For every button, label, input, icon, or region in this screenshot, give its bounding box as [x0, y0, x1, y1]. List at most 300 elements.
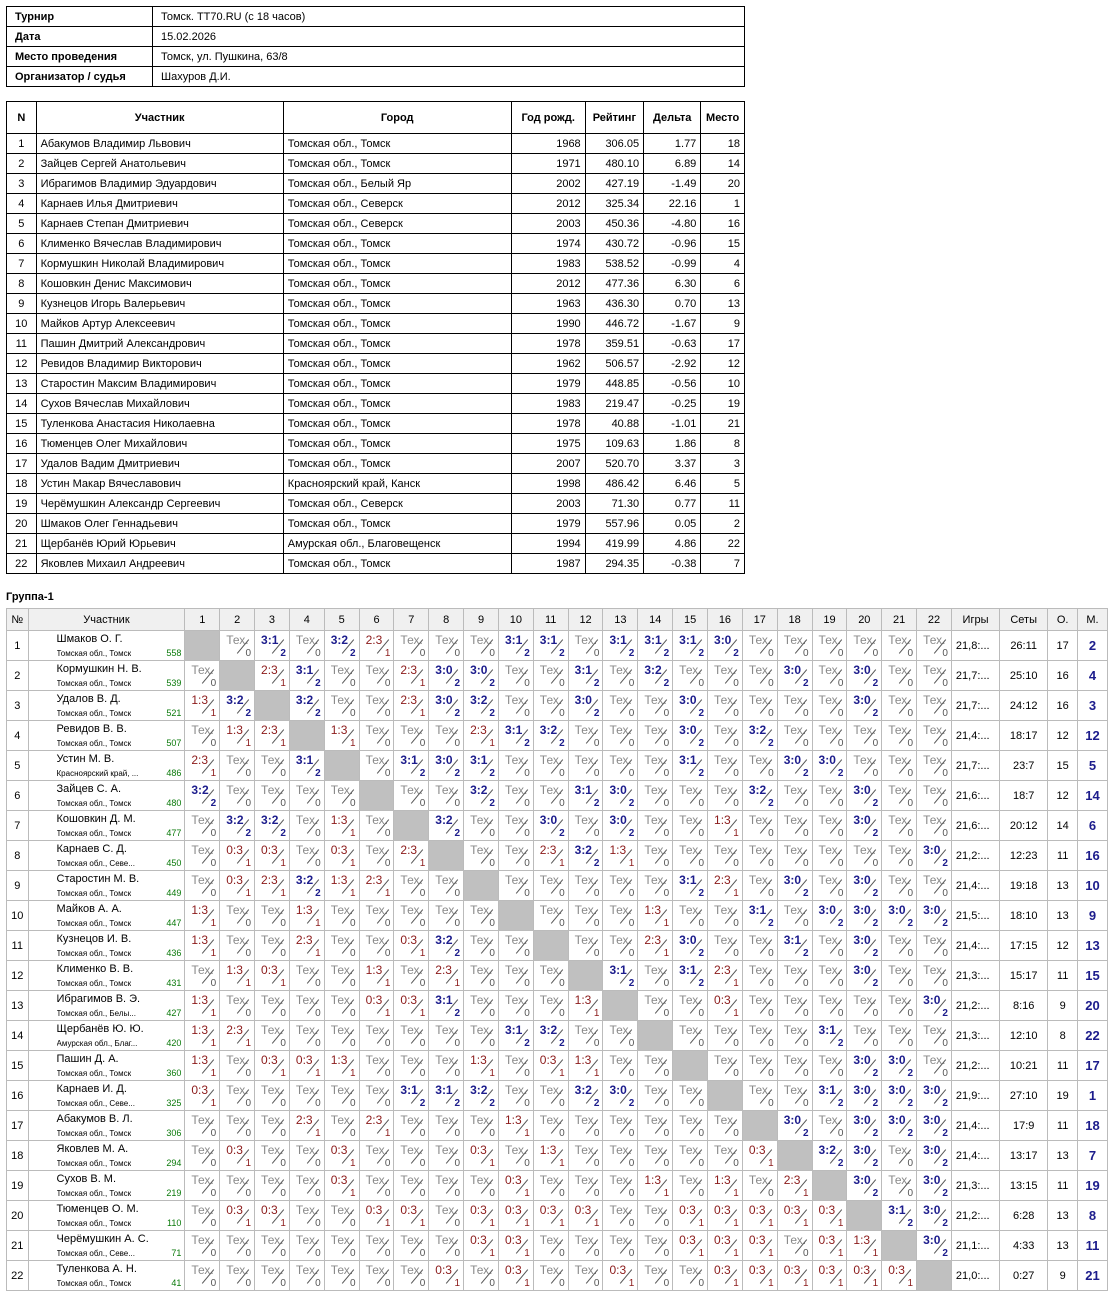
player-rating: 558 — [166, 648, 182, 658]
match-points: 0 — [872, 738, 879, 749]
match-points: 0 — [559, 918, 565, 929]
match-points: 0 — [872, 648, 879, 659]
match-result-cell — [220, 781, 255, 811]
match-points: 0 — [768, 1068, 774, 1079]
group-player-row — [7, 1231, 1108, 1261]
match-result-cell — [638, 841, 673, 871]
match-score: 0:3 — [748, 1143, 766, 1157]
match-result-cell — [255, 991, 290, 1021]
match-result-cell — [847, 931, 882, 961]
match-result-cell — [498, 1261, 533, 1291]
player-points: 12 — [1048, 721, 1078, 751]
match-points: 0 — [454, 1038, 461, 1049]
match-score: 1:3 — [191, 993, 209, 1007]
group-title: Группа-1 — [6, 591, 54, 603]
participant-cell: 16 — [7, 434, 37, 454]
match-score: 0:3 — [226, 843, 243, 857]
match-result-cell — [742, 1081, 777, 1111]
player-sets: 20:12 — [1000, 811, 1048, 841]
player-cell — [28, 1201, 185, 1231]
match-score: Тех. — [923, 753, 946, 767]
match-score: 3:2 — [191, 783, 209, 797]
player-cell — [28, 1051, 185, 1081]
match-result-cell — [917, 811, 952, 841]
match-result-cell — [533, 1081, 568, 1111]
match-result-cell — [917, 841, 952, 871]
match-result-cell — [359, 811, 394, 841]
participant-cell: 3.37 — [644, 454, 701, 474]
player-name: Ревидов В. В. — [56, 723, 127, 735]
match-points: 0 — [942, 648, 948, 659]
match-result-cell — [847, 721, 882, 751]
match-result-cell — [394, 931, 429, 961]
participant-cell: 506.57 — [585, 354, 643, 374]
match-result-cell — [464, 781, 499, 811]
match-result-cell — [324, 1261, 359, 1291]
match-result-cell — [429, 631, 464, 661]
match-score: Тех. — [783, 903, 807, 917]
match-points: 2 — [698, 768, 705, 779]
match-result-cell — [673, 1021, 708, 1051]
participant-cell: 8 — [701, 434, 745, 454]
participant-cell: 219.47 — [585, 394, 643, 414]
match-score: 3:1 — [679, 753, 697, 767]
match-score: 1:3 — [226, 963, 243, 977]
player-rating: 110 — [167, 1218, 182, 1228]
match-score: Тех. — [226, 1053, 249, 1067]
match-points: 1 — [210, 768, 217, 779]
participant-cell: Удалов Вадим Дмитриевич — [36, 454, 283, 474]
match-points: 0 — [245, 648, 252, 659]
match-result-cell — [812, 1141, 847, 1171]
match-result-cell — [882, 991, 917, 1021]
match-result-cell — [603, 631, 638, 661]
match-score: Тех. — [191, 1233, 214, 1247]
match-points: 0 — [559, 1248, 565, 1259]
match-score: Тех. — [748, 1083, 772, 1097]
match-points: 0 — [350, 1128, 356, 1139]
participant-cell: 1978 — [511, 334, 585, 354]
participant-cell: 1975 — [511, 434, 585, 454]
participant-cell: Клименко Вячеслав Владимирович — [36, 234, 283, 254]
match-result-cell — [464, 1231, 499, 1261]
match-points: 1 — [350, 888, 356, 899]
match-result-cell — [882, 781, 917, 811]
match-points: 0 — [315, 1278, 321, 1289]
match-result-cell — [673, 811, 708, 841]
grid-header-opponent: 6 — [359, 609, 394, 631]
match-result-cell — [568, 1051, 603, 1081]
match-result-cell — [568, 811, 603, 841]
participant-row — [7, 134, 745, 154]
match-score: 1:3 — [470, 1053, 487, 1067]
match-result-cell — [289, 691, 324, 721]
match-score: 1:3 — [853, 1233, 871, 1247]
match-score: Тех. — [679, 663, 702, 677]
match-result-cell — [708, 871, 743, 901]
match-result-cell — [638, 1051, 673, 1081]
match-score: 1:3 — [539, 1143, 557, 1157]
participant-cell: Туленкова Анастасия Николаевна — [36, 414, 283, 434]
match-score: 0:3 — [504, 1203, 522, 1217]
participant-cell: 11 — [701, 494, 745, 514]
match-score: Тех. — [330, 903, 354, 917]
match-score: Тех. — [400, 1113, 423, 1127]
match-score: Тех. — [644, 693, 667, 707]
match-points: 2 — [872, 978, 879, 989]
match-points: 0 — [489, 858, 495, 869]
match-result-cell — [847, 811, 882, 841]
match-score: 2:3 — [295, 1113, 313, 1127]
participant-cell: Томская обл., Томск — [283, 374, 511, 394]
participant-row — [7, 174, 745, 194]
match-result-cell — [185, 631, 220, 661]
match-points: 1 — [384, 1128, 391, 1139]
match-result-cell — [359, 1261, 394, 1291]
participant-cell: 0.05 — [644, 514, 701, 534]
match-score: Тех. — [539, 663, 563, 677]
match-score: Тех. — [923, 693, 946, 707]
participant-cell: 12 — [701, 354, 745, 374]
match-result-cell — [847, 691, 882, 721]
match-result-cell — [603, 931, 638, 961]
participant-cell: Томская обл., Северск — [283, 194, 511, 214]
match-points: 2 — [872, 708, 879, 719]
match-result-cell — [812, 991, 847, 1021]
match-result-cell — [394, 871, 429, 901]
match-result-cell — [185, 991, 220, 1021]
participants-column-header: Участник — [36, 102, 283, 134]
player-games: 21,4:... — [951, 1141, 999, 1171]
match-result-cell — [568, 631, 603, 661]
match-score: Тех. — [295, 1203, 319, 1217]
match-points: 1 — [419, 948, 426, 959]
match-score: 1:3 — [191, 903, 209, 917]
match-result-cell — [220, 1261, 255, 1291]
match-points: 2 — [872, 798, 879, 809]
match-result-cell — [533, 1021, 568, 1051]
match-points: 0 — [245, 768, 252, 779]
match-result-cell — [359, 751, 394, 781]
participant-cell: 18 — [7, 474, 37, 494]
player-place: 6 — [1077, 811, 1107, 841]
player-name: Кошовкин Д. М. — [56, 813, 136, 825]
match-result-cell — [464, 691, 499, 721]
match-score: Тех. — [818, 693, 841, 707]
player-name: Карнаев С. Д. — [56, 843, 127, 855]
match-result-cell — [498, 1231, 533, 1261]
match-points: 0 — [733, 1068, 739, 1079]
match-points: 1 — [280, 1218, 286, 1229]
match-points: 0 — [489, 978, 495, 989]
match-points: 1 — [419, 1008, 426, 1019]
player-number: 22 — [7, 1261, 29, 1291]
match-result-cell — [882, 721, 917, 751]
match-score: 3:1 — [609, 633, 627, 647]
match-result-cell — [289, 631, 324, 661]
match-points: 2 — [942, 1158, 948, 1169]
match-score: Тех. — [923, 1023, 946, 1037]
match-result-cell — [847, 961, 882, 991]
match-result-cell — [498, 631, 533, 661]
match-score: 2:3 — [714, 963, 731, 977]
match-points: 1 — [663, 948, 670, 959]
match-score: 2:3 — [365, 633, 383, 647]
participant-cell: -1.67 — [644, 314, 701, 334]
match-points: 1 — [663, 1188, 670, 1199]
match-result-cell — [603, 1201, 638, 1231]
player-number: 3 — [7, 691, 29, 721]
participant-cell: Старостин Максим Владимирович — [36, 374, 283, 394]
player-cell — [28, 841, 185, 871]
player-cell — [28, 691, 185, 721]
match-result-cell — [882, 1231, 917, 1261]
match-points: 0 — [245, 1008, 252, 1019]
player-cell — [28, 811, 185, 841]
match-points: 2 — [454, 708, 461, 719]
match-score: 1:3 — [574, 1053, 592, 1067]
match-score: Тех. — [435, 1143, 458, 1157]
match-points: 2 — [872, 1128, 879, 1139]
match-score: Тех. — [365, 1083, 388, 1097]
match-score: Тех. — [923, 633, 946, 647]
match-score: Тех. — [609, 1023, 632, 1037]
player-name: Ибрагимов В. Э. — [56, 993, 141, 1005]
participant-cell: 10 — [701, 374, 745, 394]
match-points: 0 — [454, 1128, 461, 1139]
match-score: 0:3 — [261, 1053, 278, 1067]
match-points: 0 — [384, 858, 391, 869]
player-sets: 4:33 — [1000, 1231, 1048, 1261]
match-result-cell — [394, 1261, 429, 1291]
match-score: Тех. — [191, 1143, 214, 1157]
match-score: Тех. — [191, 1113, 214, 1127]
participant-cell: 419.99 — [585, 534, 643, 554]
match-score: Тех. — [365, 933, 388, 947]
match-result-cell — [220, 1171, 255, 1201]
participant-cell: 3 — [701, 454, 745, 474]
player-rating: 480 — [166, 798, 182, 808]
player-points: 14 — [1048, 811, 1078, 841]
match-points: 1 — [280, 888, 286, 899]
player-rating: 521 — [166, 708, 182, 718]
group-player-row — [7, 691, 1108, 721]
match-points: 0 — [768, 948, 774, 959]
match-result-cell — [498, 1111, 533, 1141]
match-result-cell — [777, 661, 812, 691]
match-score: Тех. — [295, 783, 319, 797]
match-result-cell — [742, 1171, 777, 1201]
match-points: 0 — [489, 1128, 495, 1139]
match-score: Тех. — [435, 873, 458, 887]
participant-row — [7, 254, 745, 274]
match-result-cell — [498, 781, 533, 811]
match-result-cell — [185, 721, 220, 751]
match-result-cell — [429, 931, 464, 961]
match-points: 0 — [872, 858, 879, 869]
match-score: Тех. — [923, 663, 946, 677]
participants-table — [6, 101, 745, 574]
player-points: 11 — [1048, 841, 1078, 871]
match-score: Тех. — [574, 873, 598, 887]
match-result-cell — [359, 991, 394, 1021]
player-games: 21,7:... — [951, 691, 999, 721]
match-points: 0 — [419, 978, 426, 989]
match-result-cell — [289, 1261, 324, 1291]
match-points: 0 — [837, 888, 844, 899]
match-result-cell — [255, 1261, 290, 1291]
match-result-cell — [255, 1231, 290, 1261]
player-cell — [28, 661, 185, 691]
match-points: 0 — [628, 1158, 635, 1169]
match-result-cell — [777, 841, 812, 871]
match-score: Тех. — [191, 663, 214, 677]
match-points: 2 — [837, 918, 844, 929]
player-points: 16 — [1048, 661, 1078, 691]
player-name: Шмаков О. Г. — [56, 633, 123, 645]
match-points: 1 — [593, 1008, 600, 1019]
match-score: 3:0 — [888, 1113, 906, 1127]
match-points: 0 — [384, 828, 391, 839]
player-place: 19 — [1077, 1171, 1107, 1201]
match-points: 0 — [454, 648, 461, 659]
participant-cell: 19 — [701, 394, 745, 414]
match-result-cell — [742, 1051, 777, 1081]
player-city: Томская обл., Томск — [56, 919, 132, 928]
participant-cell: 13 — [701, 294, 745, 314]
match-result-cell — [638, 631, 673, 661]
player-name: Сухов В. М. — [56, 1173, 117, 1185]
match-points: 0 — [315, 798, 321, 809]
participant-cell: 9 — [701, 314, 745, 334]
participant-cell: -0.38 — [644, 554, 701, 574]
match-score: 1:3 — [226, 723, 243, 737]
match-points: 2 — [454, 1008, 461, 1019]
match-points: 1 — [315, 1128, 321, 1139]
match-points: 0 — [210, 1188, 217, 1199]
player-points: 13 — [1048, 901, 1078, 931]
match-result-cell — [882, 751, 917, 781]
match-score: 3:1 — [574, 783, 592, 797]
player-city: Томская обл., Томск — [56, 709, 132, 718]
player-points: 19 — [1048, 1081, 1078, 1111]
match-score: 3:2 — [574, 1083, 592, 1097]
participant-row — [7, 494, 745, 514]
group-player-row — [7, 1171, 1108, 1201]
match-points: 1 — [872, 1278, 879, 1289]
match-score: Тех. — [435, 633, 458, 647]
match-score: 2:3 — [470, 723, 487, 737]
match-points: 1 — [837, 1248, 844, 1259]
player-city: Красноярский край, ... — [56, 769, 139, 778]
participant-cell: 15 — [701, 234, 745, 254]
match-points: 0 — [210, 738, 217, 749]
match-score: Тех. — [295, 1143, 319, 1157]
player-games: 21,3:... — [951, 1171, 999, 1201]
match-score: Тех. — [818, 963, 841, 977]
match-points: 2 — [802, 888, 809, 899]
match-score: Тех. — [923, 1053, 946, 1067]
grid-header-opponent: 15 — [673, 609, 708, 631]
participant-row — [7, 214, 745, 234]
match-result-cell — [220, 811, 255, 841]
match-score: Тех. — [818, 993, 841, 1007]
match-score: 3:1 — [435, 1083, 453, 1097]
match-result-cell — [568, 961, 603, 991]
player-name: Пашин Д. А. — [56, 1053, 119, 1065]
player-place: 21 — [1077, 1261, 1107, 1291]
match-score: 3:0 — [609, 1083, 627, 1097]
participant-cell: 1998 — [511, 474, 585, 494]
match-score: Тех. — [226, 1083, 249, 1097]
match-result-cell — [673, 1201, 708, 1231]
match-points: 0 — [350, 918, 356, 929]
player-city: Томская обл., Томск — [56, 979, 132, 988]
match-result-cell — [359, 721, 394, 751]
match-points: 0 — [350, 948, 356, 959]
match-result-cell — [394, 751, 429, 781]
match-result-cell — [568, 1111, 603, 1141]
match-result-cell — [603, 841, 638, 871]
match-result-cell — [498, 931, 533, 961]
match-result-cell — [673, 871, 708, 901]
match-points: 2 — [489, 798, 495, 809]
match-points: 0 — [245, 1188, 252, 1199]
match-points: 0 — [698, 1188, 705, 1199]
match-points: 1 — [384, 1008, 391, 1019]
participant-cell: 21 — [7, 534, 37, 554]
match-score: Тех. — [853, 843, 876, 857]
participant-cell: 477.36 — [585, 274, 643, 294]
group-player-row — [7, 1261, 1108, 1291]
player-rating: 427 — [166, 1008, 182, 1018]
match-result-cell — [429, 1231, 464, 1261]
player-place: 2 — [1077, 631, 1107, 661]
participant-cell: 520.70 — [585, 454, 643, 474]
match-points: 0 — [628, 1188, 635, 1199]
match-points: 0 — [593, 648, 600, 659]
match-score: Тех. — [504, 1083, 528, 1097]
player-games: 21,4:... — [951, 721, 999, 751]
player-cell — [28, 931, 185, 961]
match-result-cell — [394, 1141, 429, 1171]
match-result-cell — [777, 811, 812, 841]
match-score: 0:3 — [470, 1233, 487, 1247]
match-score: Тех. — [714, 903, 737, 917]
participant-cell: Карнаев Илья Дмитриевич — [36, 194, 283, 214]
player-sets: 27:10 — [1000, 1081, 1048, 1111]
group-player-row — [7, 1201, 1108, 1231]
match-result-cell — [220, 961, 255, 991]
match-score: 1:3 — [644, 903, 662, 917]
participant-cell: 6.46 — [644, 474, 701, 494]
participant-cell: Томская обл., Томск — [283, 454, 511, 474]
participant-row — [7, 274, 745, 294]
match-score: 3:0 — [888, 903, 906, 917]
match-score: Тех. — [888, 633, 911, 647]
participant-cell: Кузнецов Игорь Валерьевич — [36, 294, 283, 314]
match-score: Тех. — [400, 633, 423, 647]
match-points: 0 — [559, 1128, 565, 1139]
match-score: Тех. — [679, 813, 702, 827]
match-result-cell — [255, 631, 290, 661]
match-score: Тех. — [644, 1233, 667, 1247]
match-score: Тех. — [853, 723, 876, 737]
match-points: 0 — [628, 888, 635, 899]
match-score: Тех. — [539, 903, 563, 917]
match-points: 0 — [524, 708, 530, 719]
participant-cell: 1994 — [511, 534, 585, 554]
